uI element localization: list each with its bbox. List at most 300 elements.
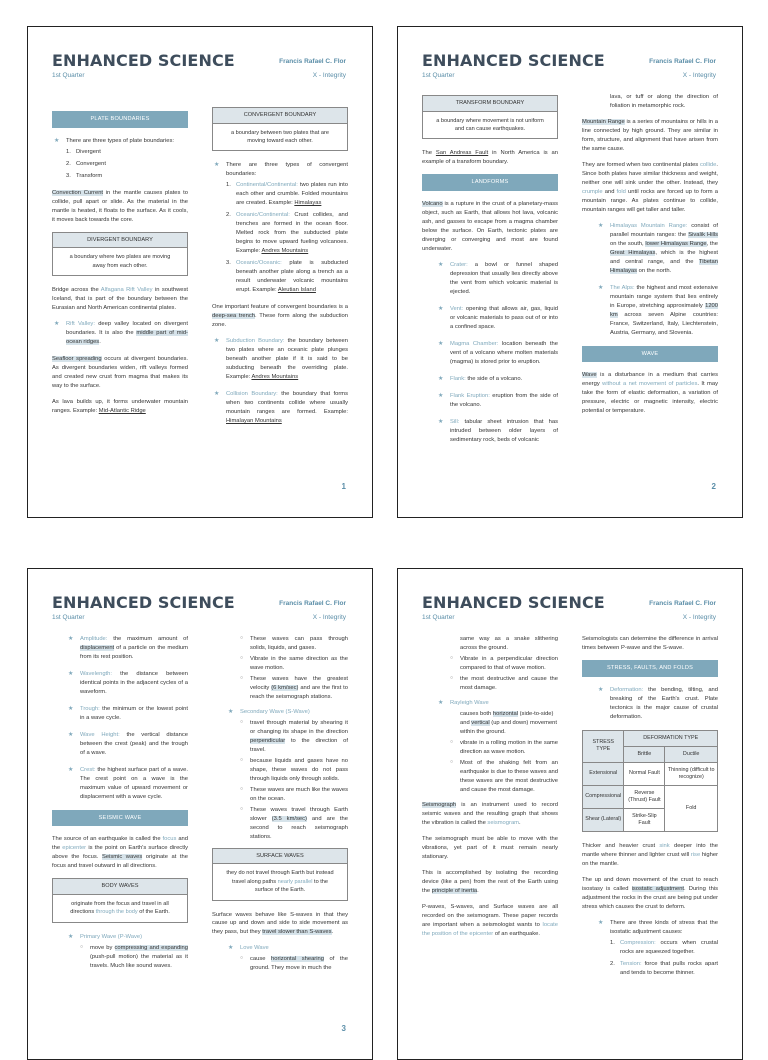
paragraph-san-andreas [422,149,558,167]
box-body: a boundary where movement is not uniform and can cause earthquakes. [436,117,544,133]
bullet-love-wave [226,944,348,953]
list-item [226,181,348,208]
section-bar-landforms: LANDFORMS [422,174,558,191]
bullet-convergent-types [212,161,348,295]
term: Wave Height: [80,731,120,738]
term-volcano: Volcano [422,201,443,208]
highlight: displacement [80,644,115,651]
item-number: 1. [226,182,231,189]
paragraph-lava [52,398,188,416]
table-cell: Thinning (difficult to recognize) [665,762,718,785]
text: . [331,929,334,936]
paragraph-seafloor [52,355,188,391]
highlight: (3.5 km/sec) [271,815,307,822]
text: (up and down) movement within the ground. [460,719,558,735]
text: Surface waves behave like S-waves in that they cause up and down and side to side movement as they pass, but they [212,911,348,936]
text: and the [52,836,188,852]
list-item [448,759,558,795]
paragraph-seismologists: Seismologists can determine the difference in arrival times between P-wave and the S-wave. [582,636,718,651]
page-number: 3 [341,1024,346,1033]
author-name: Francis Rafael C. Flor [649,58,716,65]
highlight: Sivalik Hills [688,231,719,238]
list-item: 3. Transform [66,172,103,179]
table-cell: Fold [665,785,718,831]
term: Crest: [80,766,96,773]
bullet-subduction [212,337,348,382]
term: Amplitude: [80,636,108,642]
text: of an earthquake. [493,930,540,937]
paragraph-volcano [422,200,558,254]
quarter-label: 1st Quarter [52,614,85,621]
term: Trough: [80,705,100,712]
text: Most of the shaking felt from an earthquake is due to these waves and these waves are the most destructive and cause the most damage. [460,759,558,793]
text: cause [250,956,272,963]
bullet-deformation [596,686,718,722]
list-item: 2. Convergent [66,160,106,167]
text: in southwest Iceland, that is part of the boundary between the Eurasian and North American continental plates. [52,286,188,311]
term: Continental/Continental: [236,182,298,189]
box-body [53,895,187,922]
text: . Since both plates have similar thickness and weight, neither one will sink under the other. Instead, they [582,161,718,186]
text: These waves travel through Earth slower [250,806,348,822]
term-link: seismogram [487,819,519,826]
paragraph-isostatic [582,876,718,912]
box-heading: TRANSFORM BOUNDARY [423,96,557,112]
paragraph-pwaves [422,903,558,939]
term: Flank: [450,375,466,382]
example: Mid-Atlantic Ridge [98,407,146,414]
bullet-primary-wave [66,933,188,942]
term-link: sink [659,842,670,849]
highlight: vertical [471,719,490,726]
type-divergent: Divergent [76,148,101,155]
bullet-flank [436,375,558,384]
list-item [238,655,348,673]
highlight: lower Himalayas Range [645,240,707,247]
paragraph-convection [52,189,188,225]
highlight: travel slower than S-waves [262,929,332,936]
list-item [238,806,348,842]
list-item [238,675,348,702]
text: is an instrument used to record seismic waves and the resulting graph that shows the vibration is called the [422,801,558,826]
term: The Alps: [610,284,635,291]
list-item [448,739,558,757]
definition-box-surface-waves [212,848,348,901]
table-cell-stress: Extensional [583,762,624,785]
term-link: locate the position of the epicenter [422,921,558,937]
page-title: ENHANCED SCIENCE [52,51,235,70]
term: Deformation: [610,686,644,693]
table-row [583,785,718,808]
term: Love Wave [240,945,269,952]
column-left [52,105,188,423]
paragraph-sill-cont: lava, or tuff or along the direction of foliation in metamorphic rock. [610,94,718,109]
table-header-ductile: Ductile [665,746,718,762]
text: the most destructive and cause the most damage. [460,675,558,691]
bullet-flank-eruption [436,392,558,410]
section-label: X - Integrity [312,614,346,621]
text: location beneath the vent of a volcano where molten materials (magma) is stored prior to eruption. [450,340,558,365]
table-cell-stress: Compressional [583,785,624,808]
highlight: Seismic waves [101,854,143,861]
text: the highest surface part of a wave. The crest point on a wave is the maximum value of upward movement or displacement with a wave cycle. [80,766,188,800]
item-number: 2. [226,212,231,219]
list-item [226,259,348,295]
bullet-secondary-wave [226,708,348,717]
text: and are the first to reach the seismograph stations. [250,684,348,700]
paragraph-seismograph-2: The seismograph must be able to move with the vibrations, yet part of it must remain nearly stationary. [422,835,558,860]
term-wave: Wave [582,372,597,379]
term: Secondary Wave (S-Wave) [240,708,310,715]
primary-wave-list-cont [212,635,348,702]
page-1 [27,26,373,518]
highlight: isostatic adjustment [631,885,685,892]
list-item [436,710,558,737]
text: (push-pull motion) the material as it travels. Much like sound waves. [90,953,188,969]
three-types-intro: There are three types of plate boundaries: [66,137,174,144]
list-item [78,944,188,971]
example: Himalayas [294,200,322,207]
definition-box-body-waves [52,878,188,922]
list-item [238,719,348,755]
paragraph-surface [212,911,348,938]
text: . During this adjustment the rocks in the crust are being put under stress which causes the crust to deform. [582,885,718,910]
text: the distance between identical points in the adjacent cycles of a waveform. [80,670,188,695]
stress-kinds-list [582,919,718,978]
bullet-sill [436,418,558,445]
definition-box-transform [422,95,558,139]
text: causes both [460,710,493,717]
term: Primary Wave (P-Wave) [80,933,143,940]
section-label: X - Integrity [682,614,716,621]
term-link: epicenter [62,845,87,852]
bullet-collision [212,390,348,426]
term-link: nearly parallel [277,878,313,885]
bullet-wavelength [66,670,188,697]
definition-box-divergent [52,232,188,276]
bullet-crest [66,766,188,802]
text: two plates run into each other and crumble. Folded mountains are created. Example: [236,182,348,207]
text: move by [90,944,115,951]
paragraph-thicker [582,842,718,869]
text: because liquids and gases have no shape, these waves do not pass through liquids only through solids. [250,757,348,782]
text: the side of a volcano. [465,375,523,382]
text: the vertical distance between the crest (peak) and the trough of a wave. [80,731,188,756]
text: of a particle on the medium from its rest position. [80,644,188,660]
text: the bending, tilting, and breaking of the Earth's crust. Plate tectonics is the major cause of crustal deformation. [610,686,718,720]
bullet-himalayas [596,222,718,276]
highlight: horizontal shearing [271,956,324,963]
bullet-vent [436,305,558,332]
text: Vibrate in the same direction as the wave motion. [250,655,348,671]
bullet-magma-chamber [436,340,558,367]
bullet-three-types [52,137,188,181]
quarter-label: 1st Quarter [52,72,85,79]
text: a bowl or funnel shaped depression that usually lies directly above the vent from which volcanic material is ejected. [450,261,558,295]
paragraph-feature [212,303,348,330]
section-bar-seismic-wave: SEISMIC WAVE [52,810,188,827]
type-convergent: Convergent [76,160,106,167]
page-number: 1 [341,482,346,491]
box-body: a boundary where two plates are moving away from each other. [69,254,171,269]
box-body: a boundary between two plates that are moving toward each other. [231,129,329,145]
section-bar-stress: STRESS, FAULTS, AND FOLDS [582,660,718,677]
text: the minimum or the lowest point in a wave cycle. [80,705,188,721]
bullet-rift-valley [52,320,188,347]
term: Rift Valley: [66,320,95,327]
text: . [99,338,101,345]
term: Flank Eruption: [450,392,490,399]
volcano-parts-list [422,261,558,445]
term-link: without a net movement of particles [602,381,698,388]
text: to the surface of the Earth. [254,878,329,894]
text: in the mantle causes plates to collide, pull apart or slide. As the material in the mantle is heated, it floats to the surface. As it cools, it moves back towards the core. [52,189,188,223]
highlight: Great Himalayas [610,249,656,256]
list-item [226,211,348,256]
list-item [610,960,718,978]
bullet-alps [596,284,718,338]
term: Tension: [620,960,642,967]
table-cell: Reverse (Thrust) Fault [624,785,665,808]
table-header-stress-type: STRESS TYPE [583,730,624,762]
term: Collision Boundary: [226,391,278,398]
text: They are formed when two continental plates [582,161,700,168]
page-title: ENHANCED SCIENCE [52,593,235,612]
page-3 [27,568,373,1060]
wave-parts-list [52,635,188,802]
text: This is accomplished by isolating the recording device (like a pen) from the rest of the Earth using the [422,869,558,894]
list-item: same way as a snake slithering across the ground. [460,636,558,651]
term-convection: Convection Current [52,189,104,196]
page-title: ENHANCED SCIENCE [422,51,605,70]
term-link: collide [699,161,717,168]
text: travel through material by shearing it or changing its shape in the direction [250,719,348,735]
text: P-waves, S-waves, and Surface waves are all recorded on the seismogram. These paper records are important when a seismologist wants to [422,903,558,928]
table-header-brittle: Brittle [624,746,665,762]
love-wave-list-cont [422,635,558,653]
highlight: 1200 km [610,302,718,318]
highlight: (6 km/sec) [271,684,299,691]
box-heading: CONVERGENT BOUNDARY [213,108,347,124]
section-label: X - Integrity [682,72,716,79]
column-left [422,635,558,946]
table-row [583,730,718,746]
paragraph-source [52,835,188,871]
text: There are three types of convergent boundaries: [226,162,348,178]
example: Andres Mountains [261,248,309,255]
list-item [448,675,558,693]
text: These waves are much like the waves on the ocean. [250,786,348,802]
column-right [212,105,348,434]
highlight: compressing and expanding [114,944,188,951]
text: they do not travel through Earth but instead travel along paths [226,870,334,885]
primary-wave-list [52,933,188,971]
bullet-crater [436,261,558,297]
list-item [238,955,348,973]
rayleigh-list [422,699,558,795]
text: is a rupture in the crust of a planetary-mass object, such as Earth, that allows hot lava, volcanic ash, and gasses to escape from a magma chamber below the surface. On Earth, tectonic plates are diverging or converging and most are found underwater. [422,201,558,252]
bullet-rayleigh-wave [436,699,558,708]
text: on the south, [610,240,646,247]
paragraph-wave [582,371,718,416]
paragraph-mountain-range [582,118,718,154]
example: San Andreas Fault [435,150,489,157]
bullet-three-kinds [596,919,718,978]
list-item [610,939,718,957]
column-right [212,635,348,975]
term: Rayleigh Wave [450,699,489,706]
author-name: Francis Rafael C. Flor [279,58,346,65]
term-seismograph: Seismograph [422,801,457,808]
text: Crust collides, and trenches are formed in the ocean floor. Melted rock from the subducted plate begins to move upward fueling volcanoes. Example: [236,212,348,255]
term-link: fold [616,188,626,195]
quarter-label: 1st Quarter [422,614,455,621]
table-header-deformation-type: DEFORMATION TYPE [624,730,718,746]
text: until rocks are forced up to form a mountain range. As plates continue to collide, mountain ranges will get taller and taller. [582,188,718,213]
text: . [477,887,479,894]
text: across seven Alpine countries: France, Switzerland, Italy, Liechtenstein, Austria, Germany, and Slovenia. [610,311,718,336]
text: (side-to-side) and [460,710,554,726]
text: . These form along the subduction zone. [212,313,349,329]
highlight: principle of inertia [431,887,478,894]
column-right [582,635,718,985]
text: These waves have the greatest velocity [250,675,348,691]
table-cell-stress: Shear (Lateral) [583,808,624,831]
bullet-amplitude [66,635,188,662]
text: the boundary between two plates where an oceanic plate plunges beneath another plate if it is said to be subducting beneath the overriding plate. Example: [226,338,349,381]
bullet-trough [66,705,188,723]
box-heading: DIVERGENT BOUNDARY [53,233,187,249]
section-bar-plate-boundaries: PLATE BOUNDARIES [52,111,188,128]
page-number: 2 [711,482,716,491]
column-right [582,93,718,423]
mountain-list [582,222,718,338]
term: Crater: [450,261,468,268]
list-item [238,786,348,804]
text: the maximum amount of [107,636,188,642]
highlight: Tibetan Himalayas [610,258,718,274]
bullet-wave-height [66,731,188,758]
term-link: Alfagana Rift Valley [100,286,153,293]
item-number: 2. [610,960,615,967]
text: The [422,150,436,157]
text: in North America is an example of a transform boundary. [422,150,558,166]
text: eruption from the side of the volcano. [450,392,558,408]
text: is the point on Earth's surface directly above the focus. [52,845,188,861]
text: Vibrate in a perpendicular direction compared to that of wave motion. [460,655,558,671]
column-left [422,93,558,453]
text: There are three kinds of stress that the isostatic adjustment causes: [610,919,718,935]
term-link: focus [162,836,177,843]
section-bar-wave: WAVE [582,346,718,363]
term: Subduction Boundary: [226,338,285,345]
text: plate is subducted beneath another plate along a trench as a result underwater volcanic mountains erupt. Example: [236,260,348,294]
text: on the north. [637,267,672,274]
text: the boundary that forms when two continents collide where usually mountain ranges are formed. Example: [226,391,348,416]
term-link: through the body [95,909,138,916]
text: As lava builds up, it forms underwater mountain ranges. Example: [52,398,188,414]
term: Magma Chamber: [450,340,499,347]
text: is a series of mountains or hills in a line connected by high ground. They are similar in form, structure, and alignment that have arisen from the same cause. [582,118,718,152]
deformation-list [582,686,718,722]
love-wave-bullets [422,655,558,693]
term-link: rise [690,851,701,858]
paragraph-isolating [422,869,558,896]
term-seafloor: Seafloor spreading [52,355,102,362]
term: Sill: [450,418,460,425]
table-cell: Normal Fault [624,762,665,785]
box-heading: SURFACE WAVES [213,849,347,865]
text: One important feature of convergent boundaries is a [212,304,348,311]
text: of the ground. They move in much the [250,956,348,972]
item-number: 3. [226,260,231,267]
table-row [583,762,718,785]
text: , the [706,240,718,247]
text: opening that allows air, gas, liquid or volcanic materials to pass out of or into a confined space. [450,305,558,330]
example: Aleutian Island [277,287,316,294]
list-item [238,635,348,653]
paragraph-formed [582,161,718,215]
list-item [238,757,348,784]
box-heading: BODY WAVES [53,879,187,895]
text: consist of parallel mountain ranges: the [610,222,718,238]
term-link: crumple [582,188,603,195]
text: deep valley located on divergent boundaries. It is also the [66,320,188,336]
highlight: perpendicular [250,737,286,744]
text: is a disturbance in a medium that carries energy [582,372,718,388]
text: The source of an earthquake is called the [52,836,163,843]
text: of the Earth. [137,909,170,916]
text: The up and down movement of the crust to reach isostasy is called [582,876,718,892]
table-cell: Strike-Slip Fault [624,808,665,831]
quarter-label: 1st Quarter [422,72,455,79]
term: Himalayas Mountain Range: [610,222,688,229]
text: . [519,819,521,826]
definition-box-convergent [212,107,348,151]
text: vibrate in a rolling motion in the same direction as wave motion. [460,739,558,755]
term: Oceanic/Continental: [236,212,290,219]
love-wave-list [212,944,348,973]
text: Bridge across the [52,286,101,293]
item-number: 1. [610,939,615,946]
text: originate from the focus and travel in all directions [70,901,169,916]
text: Thicker and heavier crust [582,842,660,849]
list-item [448,655,558,673]
secondary-wave-list [212,708,348,842]
paragraph-seismograph [422,801,558,828]
section-label: X - Integrity [312,72,346,79]
text: higher on the mantle. [582,851,718,867]
page-2 [397,26,743,518]
example: Andres Mountains [251,374,299,381]
stress-deformation-table [582,730,718,832]
text: tabular sheet intrusion that has intruded between older layers of sedimentary rock, beds of volcanic [450,418,558,443]
author-name: Francis Rafael C. Flor [279,600,346,607]
text: These waves can pass through solids, liquids, and gases. [250,636,348,651]
text: to the direction of travel. [250,737,348,753]
text: and are the second to reach seismograph stations. [250,815,348,840]
box-body [213,864,347,899]
list-item: 1. Divergent [66,148,101,155]
text: force that pulls rocks apart and tends to become thinner. [620,960,718,976]
page-4 [397,568,743,1060]
type-transform: Transform [76,172,103,179]
column-left [52,635,188,973]
text: , which is the highest and central range, and the [610,249,718,265]
term: Vent: [450,305,464,312]
text: occurs when crustal rocks are squeezed together. [620,939,718,955]
text: originate at the focus and travel outward in all directions. [52,854,188,870]
